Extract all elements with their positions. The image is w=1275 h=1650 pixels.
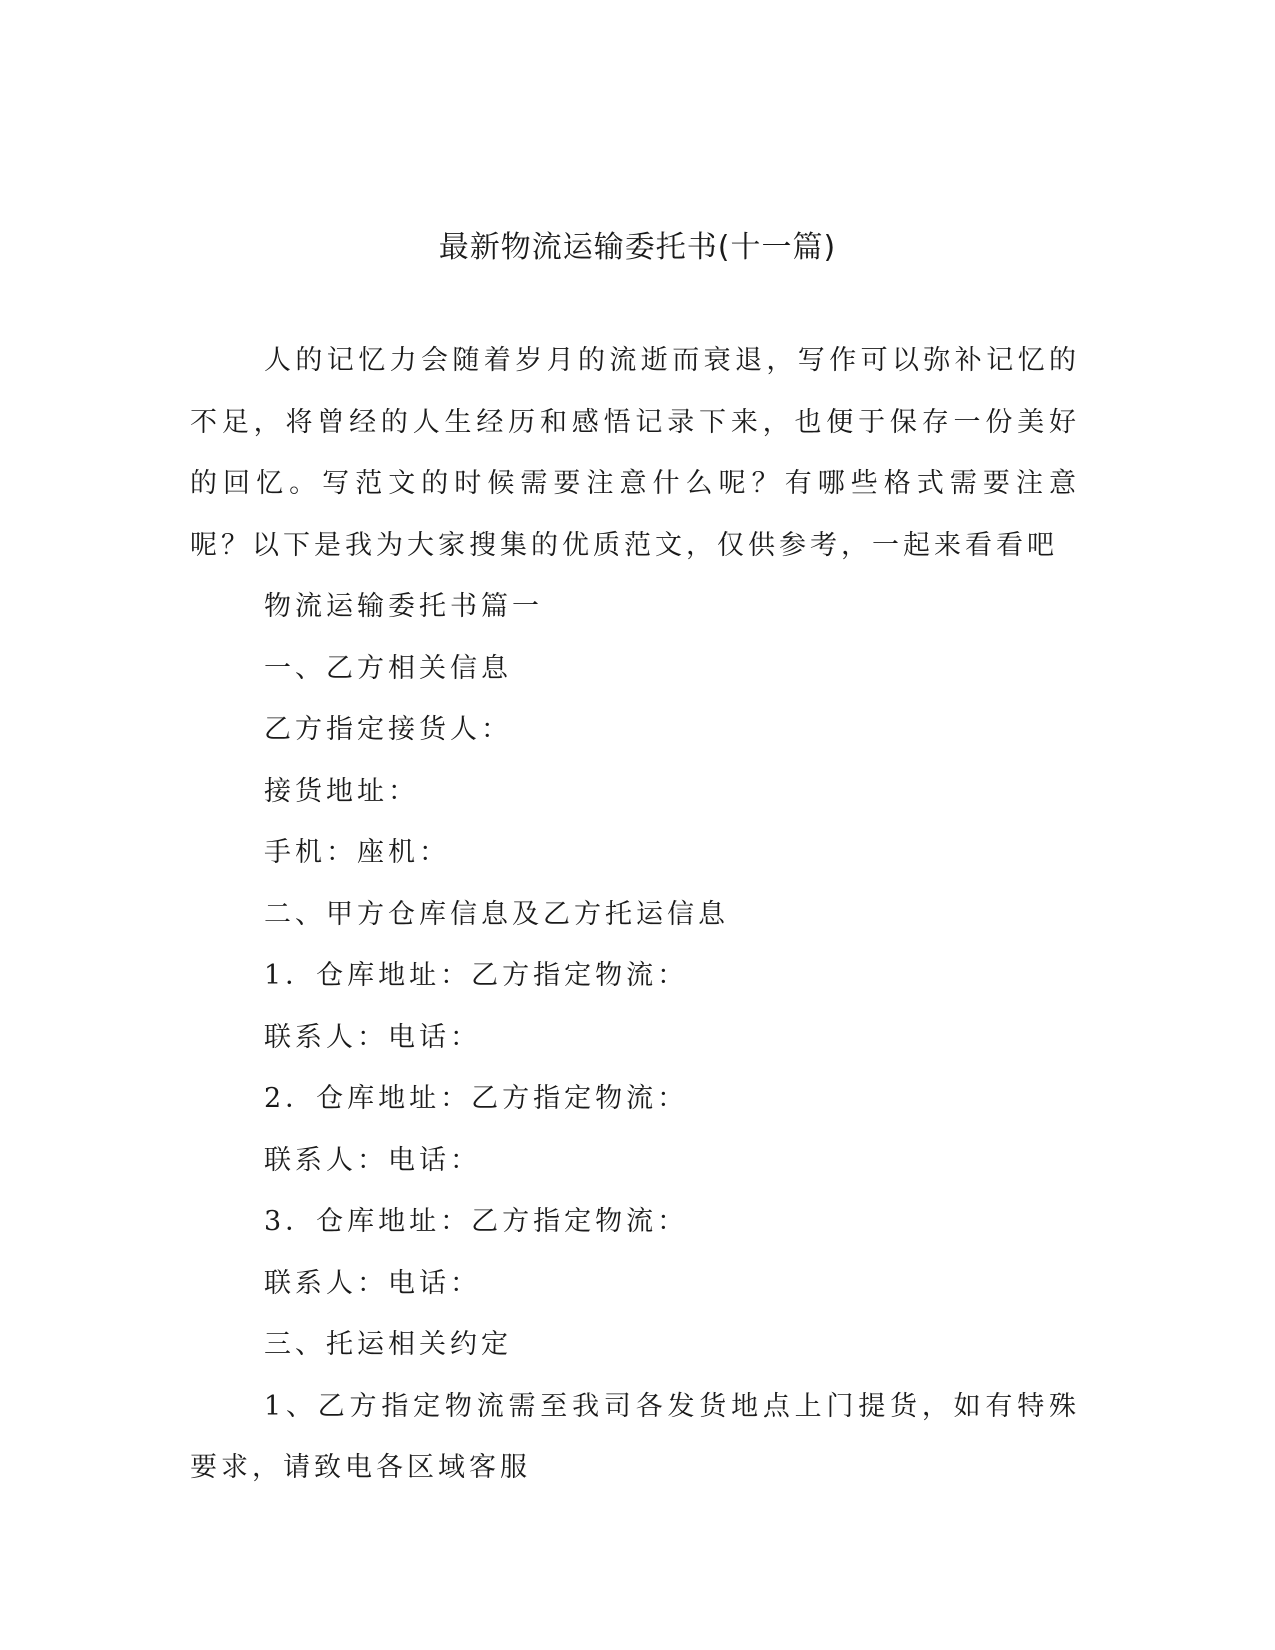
section-heading: 物流运输委托书篇一 xyxy=(264,591,543,622)
clause-paragraph: 1、乙方指定物流需至我司各发货地点上门提货，如有特殊要求，请致电各区域客服 xyxy=(190,1390,1080,1483)
intro-paragraph: 人的记忆力会随着岁月的流逝而衰退，写作可以弥补记忆的不足，将曾经的人生经历和感悟记录下来，也便于保存一份美好的回忆。写范文的时候需要注意什么呢？有哪些格式需要注意呢？以下是我为大家搜集的优质范文，仅供参考，一起来看看吧 xyxy=(190,345,1080,561)
document-title: 最新物流运输委托书(十一篇) xyxy=(438,230,837,266)
form-line: 乙方指定接货人： xyxy=(264,714,512,745)
form-line: 2．仓库地址：乙方指定物流： xyxy=(264,1083,689,1114)
form-line: 联系人：电话： xyxy=(264,1021,481,1053)
clause-heading: 二、甲方仓库信息及乙方托运信息 xyxy=(264,898,729,930)
form-line: 联系人：电话： xyxy=(264,1267,481,1299)
clause-heading: 三、托运相关约定 xyxy=(264,1329,512,1360)
document-body xyxy=(190,330,1080,1499)
form-line: 接货地址： xyxy=(264,775,419,807)
form-line: 联系人：电话： xyxy=(264,1144,481,1176)
form-line: 3．仓库地址：乙方指定物流： xyxy=(264,1206,689,1237)
form-line: 手机：座机： xyxy=(264,837,450,868)
form-line: 1．仓库地址：乙方指定物流： xyxy=(264,960,689,991)
clause-heading: 一、乙方相关信息 xyxy=(264,652,512,684)
